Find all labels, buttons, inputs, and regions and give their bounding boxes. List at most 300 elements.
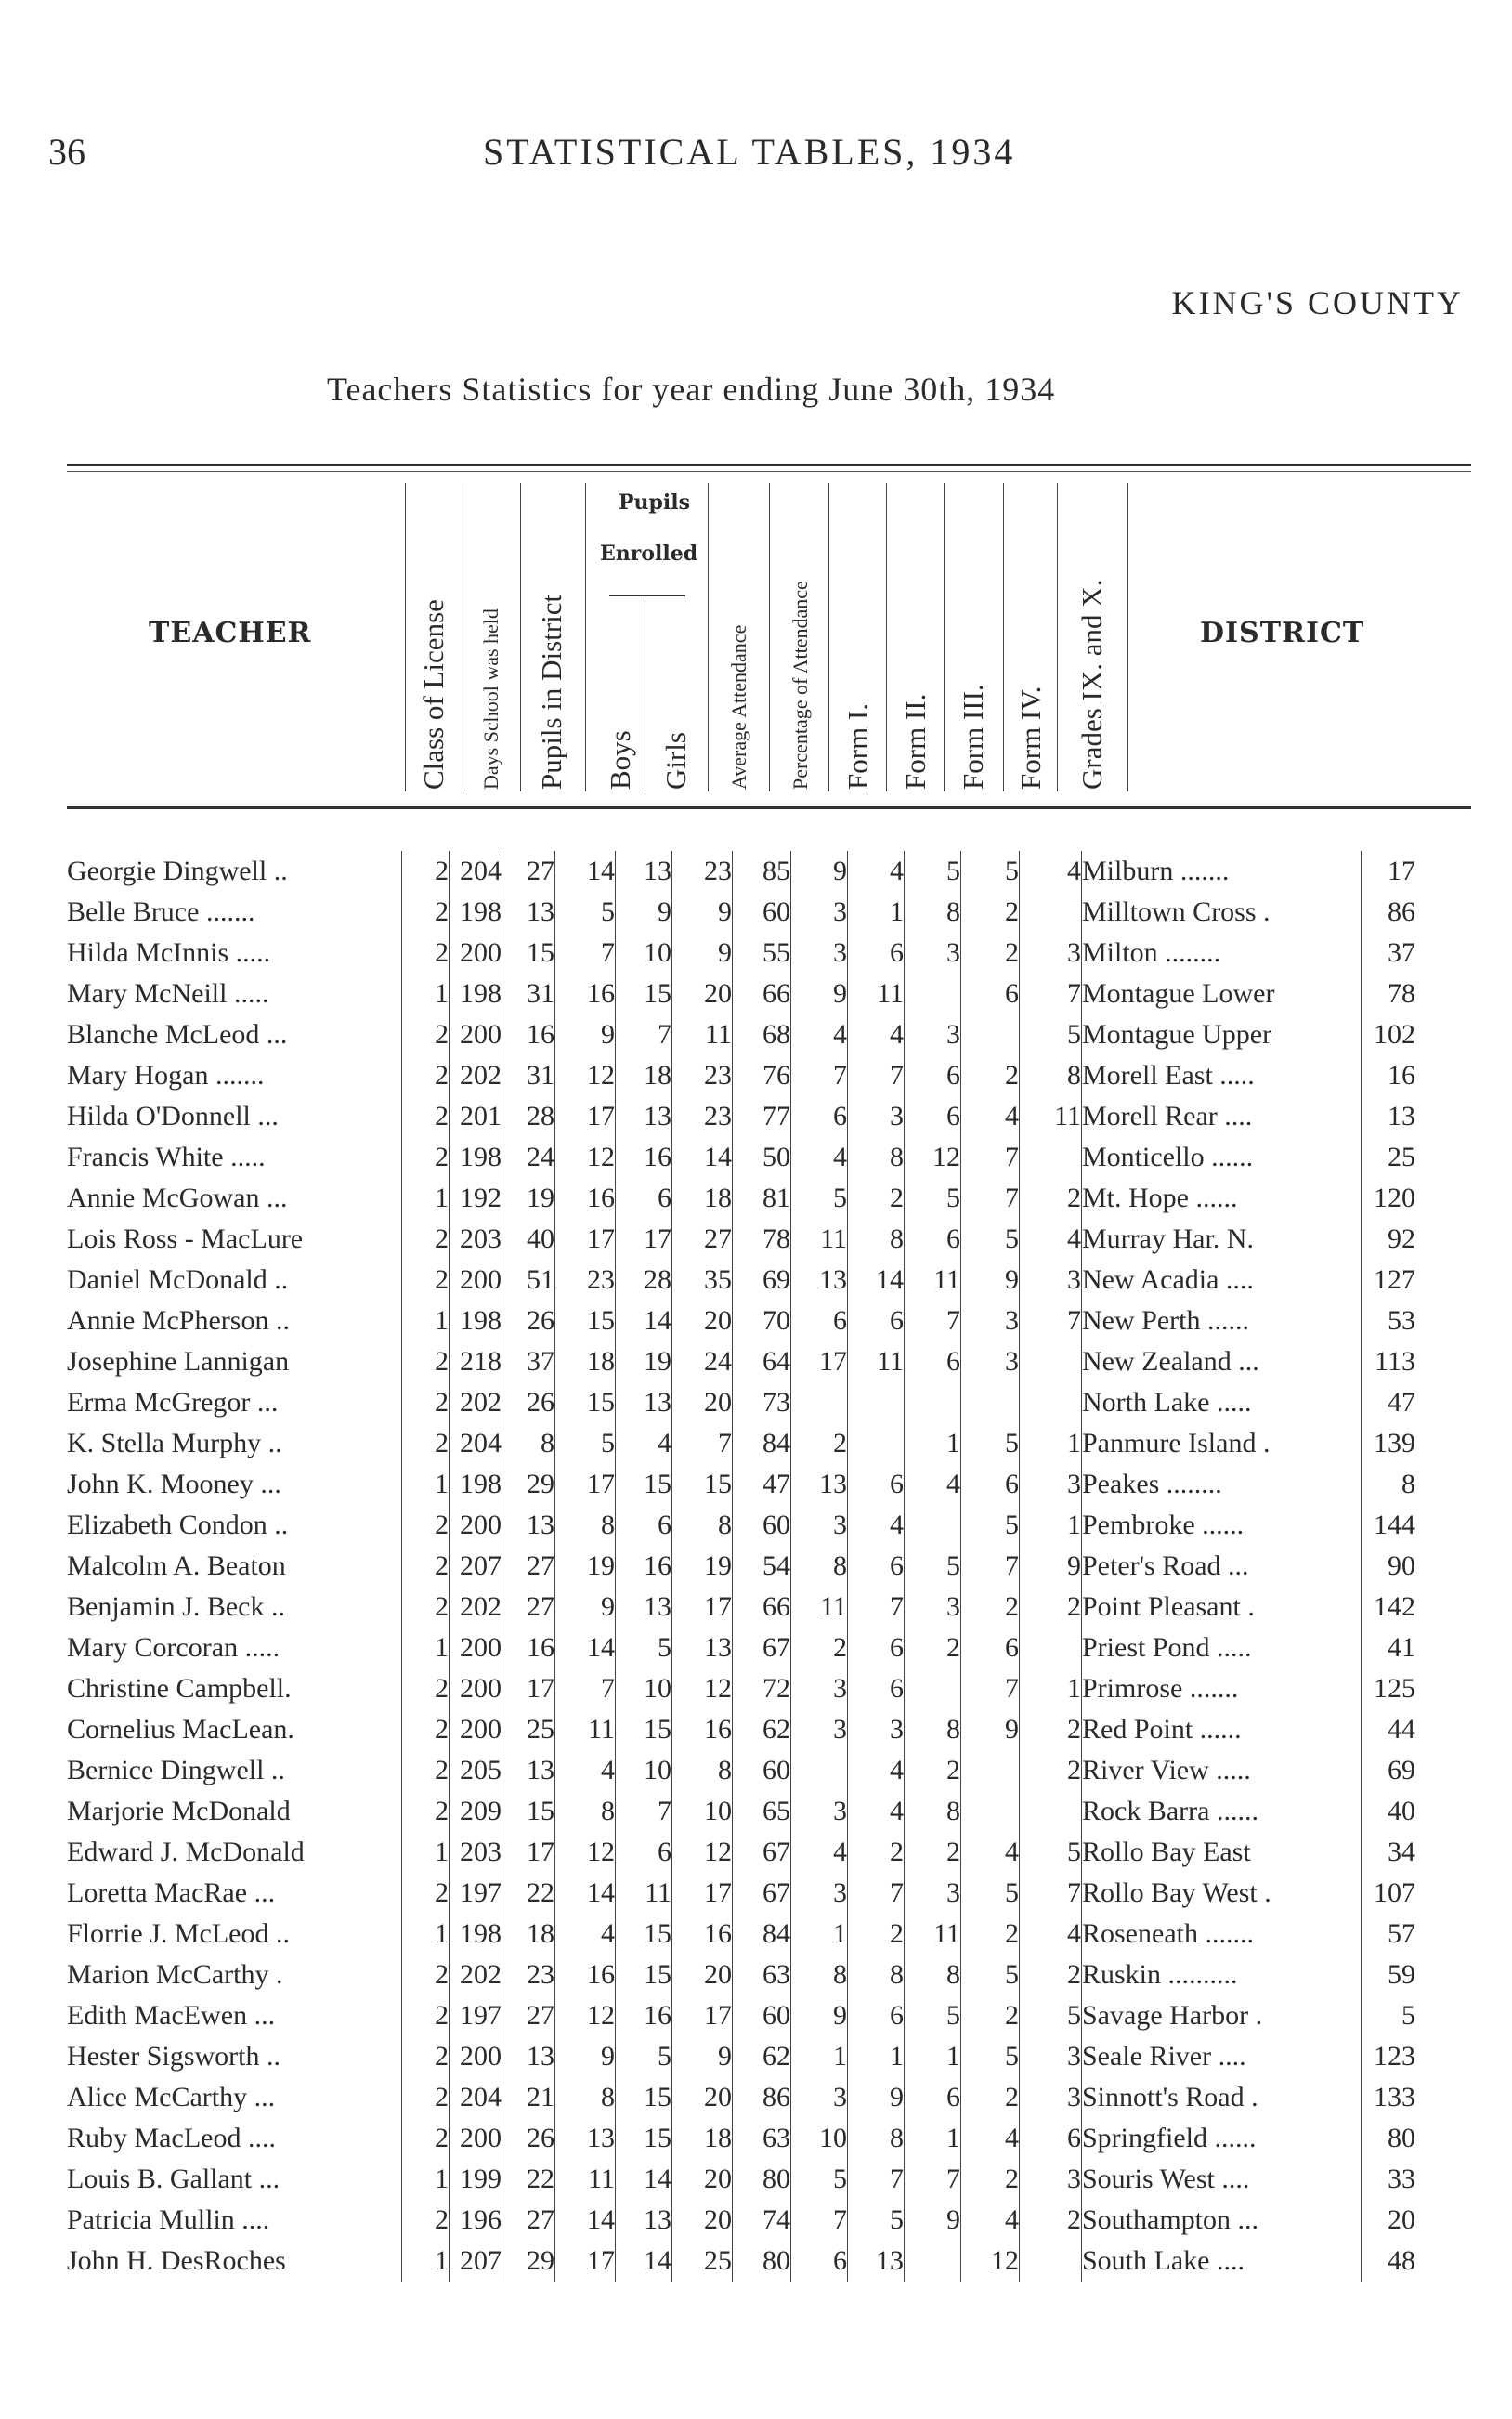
cell-days: 204 [450, 2077, 502, 2118]
teacher-statistics-table [67, 851, 1415, 2282]
cell-license: 2 [402, 1382, 450, 1423]
table-row [67, 1382, 1415, 1423]
cell-f1: 5 [791, 1178, 848, 1219]
cell-teacher: Lois Ross - MacLure [67, 1219, 402, 1260]
cell-no: 20 [1388, 2204, 1415, 2235]
cell-f4: 5 [961, 1219, 1020, 1260]
cell-avg: 25 [672, 2241, 733, 2282]
table-row [67, 933, 1415, 974]
cell-license: 2 [402, 1873, 450, 1914]
cell-license: 1 [402, 1301, 450, 1341]
cell-avg: 13 [672, 1628, 733, 1668]
cell-no: 44 [1388, 1714, 1415, 1745]
cell-pct: 54 [733, 1546, 791, 1587]
cell-grades: 9 [1020, 1546, 1082, 1587]
cell-pct: 86 [733, 2077, 791, 2118]
cell-f4: 7 [961, 1546, 1020, 1587]
cell-boys: 4 [555, 1750, 616, 1791]
cell-grades: 1 [1020, 1668, 1082, 1709]
cell-f4: 2 [961, 933, 1020, 974]
pupils-group-label: Pupils [619, 490, 691, 515]
header-rule-top-thin [67, 471, 1471, 472]
cell-f1: 5 [791, 2159, 848, 2200]
cell-pupils: 40 [502, 1219, 555, 1260]
column-header-avg-attendance: Average Attendance [727, 624, 750, 790]
cell-pct: 78 [733, 1219, 791, 1260]
cell-grades: 3 [1020, 1464, 1082, 1505]
cell-license: 2 [402, 1668, 450, 1709]
cell-grades: 3 [1020, 1260, 1082, 1301]
cell-grades: 2 [1020, 1178, 1082, 1219]
cell-teacher: Edith MacEwen ... [67, 1995, 402, 2036]
cell-boys: 16 [555, 974, 616, 1014]
cell-license: 1 [402, 1914, 450, 1955]
cell-license: 2 [402, 1505, 450, 1546]
cell-teacher: Belle Bruce ....... [67, 892, 402, 933]
cell-no: 107 [1374, 1877, 1415, 1908]
cell-boys: 14 [555, 1873, 616, 1914]
cell-f2 [848, 1382, 905, 1423]
cell-girls: 13 [616, 1382, 672, 1423]
cell-no: 57 [1388, 1918, 1415, 1949]
cell-avg: 27 [672, 1219, 733, 1260]
cell-no: 47 [1388, 1387, 1415, 1418]
cell-license: 2 [402, 1995, 450, 2036]
cell-boys: 15 [555, 1301, 616, 1341]
cell-girls: 10 [616, 1750, 672, 1791]
cell-boys: 18 [555, 1341, 616, 1382]
cell-girls: 10 [616, 933, 672, 974]
cell-days: 200 [450, 1668, 502, 1709]
cell-days: 200 [450, 2036, 502, 2077]
cell-boys: 8 [555, 1791, 616, 1832]
cell-avg: 8 [672, 1505, 733, 1546]
cell-f4 [961, 1750, 1020, 1791]
cell-license: 2 [402, 1137, 450, 1178]
table-row [67, 851, 1415, 892]
cell-girls: 13 [616, 851, 672, 892]
cell-f3: 1 [905, 1423, 961, 1464]
cell-avg: 18 [672, 2118, 733, 2159]
cell-f3 [905, 2241, 961, 2282]
column-header-form4: Form IV. [1014, 686, 1047, 790]
cell-teacher: Louis B. Gallant ... [67, 2159, 402, 2200]
cell-days: 218 [450, 1341, 502, 1382]
cell-f1: 4 [791, 1137, 848, 1178]
cell-avg: 10 [672, 1791, 733, 1832]
cell-license: 2 [402, 1219, 450, 1260]
cell-license: 2 [402, 2118, 450, 2159]
cell-girls: 14 [616, 1301, 672, 1341]
table-row [67, 1914, 1415, 1955]
header-divider [1003, 483, 1004, 791]
cell-teacher: Benjamin J. Beck .. [67, 1587, 402, 1628]
cell-pct: 70 [733, 1301, 791, 1341]
table-row [67, 892, 1415, 933]
cell-avg: 35 [672, 1260, 733, 1301]
cell-f2: 6 [848, 1464, 905, 1505]
cell-f1: 13 [791, 1464, 848, 1505]
cell-grades: 7 [1020, 974, 1082, 1014]
cell-teacher: Malcolm A. Beaton [67, 1546, 402, 1587]
cell-f3: 7 [905, 1301, 961, 1341]
table-row [67, 1832, 1415, 1873]
cell-f1: 13 [791, 1260, 848, 1301]
cell-pct: 74 [733, 2200, 791, 2241]
cell-grades: 5 [1020, 1995, 1082, 2036]
cell-days: 203 [450, 1219, 502, 1260]
cell-pct: 55 [733, 933, 791, 974]
cell-f3: 12 [905, 1137, 961, 1178]
cell-boys: 17 [555, 2241, 616, 2282]
cell-f1: 3 [791, 1791, 848, 1832]
cell-days: 200 [450, 933, 502, 974]
cell-teacher: Erma McGregor ... [67, 1382, 402, 1423]
cell-district: Montague Lower [1082, 974, 1362, 1014]
cell-f3: 3 [905, 1014, 961, 1055]
cell-girls: 15 [616, 2077, 672, 2118]
cell-days: 198 [450, 974, 502, 1014]
cell-pupils: 37 [502, 1341, 555, 1382]
cell-f4: 4 [961, 1096, 1020, 1137]
cell-no: 16 [1388, 1060, 1415, 1091]
cell-avg: 9 [672, 2036, 733, 2077]
cell-avg: 18 [672, 1178, 733, 1219]
header-rule-top [67, 464, 1471, 466]
cell-girls: 11 [616, 1873, 672, 1914]
header-divider [708, 483, 709, 791]
cell-days: 200 [450, 1628, 502, 1668]
cell-no: 120 [1374, 1183, 1415, 1213]
cell-boys: 8 [555, 1505, 616, 1546]
table-row [67, 1668, 1415, 1709]
cell-f3: 8 [905, 1955, 961, 1995]
cell-no: 127 [1374, 1264, 1415, 1295]
cell-no: 13 [1388, 1101, 1415, 1131]
table-row [67, 1995, 1415, 2036]
cell-f2: 3 [848, 1709, 905, 1750]
table-row [67, 1546, 1415, 1587]
cell-f2: 6 [848, 1546, 905, 1587]
cell-pct: 69 [733, 1260, 791, 1301]
cell-f2: 5 [848, 2200, 905, 2241]
cell-license: 1 [402, 2159, 450, 2200]
cell-pupils: 15 [502, 1791, 555, 1832]
table-row [67, 1137, 1415, 1178]
cell-boys: 12 [555, 1832, 616, 1873]
table-row [67, 1955, 1415, 1995]
cell-f4: 5 [961, 1873, 1020, 1914]
cell-days: 192 [450, 1178, 502, 1219]
cell-f4: 4 [961, 2200, 1020, 2241]
cell-district: Mt. Hope ...... [1082, 1178, 1362, 1219]
cell-pupils: 17 [502, 1832, 555, 1873]
cell-boys: 5 [555, 892, 616, 933]
cell-f3: 3 [905, 1587, 961, 1628]
cell-f4: 7 [961, 1178, 1020, 1219]
cell-f3 [905, 1505, 961, 1546]
cell-teacher: John K. Mooney ... [67, 1464, 402, 1505]
cell-boys: 13 [555, 2118, 616, 2159]
cell-no: 102 [1374, 1019, 1415, 1050]
cell-license: 1 [402, 974, 450, 1014]
cell-f2: 7 [848, 1587, 905, 1628]
cell-f3: 5 [905, 851, 961, 892]
cell-f2: 2 [848, 1832, 905, 1873]
cell-days: 198 [450, 1137, 502, 1178]
cell-f3: 11 [905, 1260, 961, 1301]
cell-f3 [905, 1382, 961, 1423]
table-row [67, 1096, 1415, 1137]
cell-no: 90 [1388, 1550, 1415, 1581]
cell-teacher: Marion McCarthy . [67, 1955, 402, 1995]
table-row [67, 1301, 1415, 1341]
cell-boys: 4 [555, 1914, 616, 1955]
cell-grades: 2 [1020, 1750, 1082, 1791]
table-row [67, 1709, 1415, 1750]
cell-pct: 76 [733, 1055, 791, 1096]
cell-days: 198 [450, 1914, 502, 1955]
cell-f3: 6 [905, 2077, 961, 2118]
cell-girls: 16 [616, 1995, 672, 2036]
cell-avg: 20 [672, 1955, 733, 1995]
cell-avg: 20 [672, 1301, 733, 1341]
cell-girls: 28 [616, 1260, 672, 1301]
cell-pupils: 27 [502, 2200, 555, 2241]
table-row [67, 2036, 1415, 2077]
cell-f3: 2 [905, 1832, 961, 1873]
cell-grades: 1 [1020, 1423, 1082, 1464]
cell-f2: 8 [848, 1219, 905, 1260]
cell-license: 2 [402, 1955, 450, 1995]
cell-license: 2 [402, 1423, 450, 1464]
cell-pupils: 27 [502, 1546, 555, 1587]
cell-pct: 72 [733, 1668, 791, 1709]
cell-f2: 8 [848, 1137, 905, 1178]
cell-f2: 7 [848, 1873, 905, 1914]
cell-f3: 3 [905, 1873, 961, 1914]
cell-days: 207 [450, 2241, 502, 2282]
cell-pct: 81 [733, 1178, 791, 1219]
cell-girls: 10 [616, 1668, 672, 1709]
header-divider [1127, 483, 1128, 791]
cell-grades: 1 [1020, 1505, 1082, 1546]
cell-district: Murray Har. N. [1082, 1219, 1362, 1260]
cell-f4 [961, 1791, 1020, 1832]
cell-boys: 7 [555, 933, 616, 974]
header-rule-bottom [67, 806, 1471, 809]
cell-f3: 6 [905, 1055, 961, 1096]
cell-avg: 15 [672, 1464, 733, 1505]
column-header-days: Days School was held [479, 608, 502, 790]
cell-f2: 3 [848, 1096, 905, 1137]
cell-license: 2 [402, 1096, 450, 1137]
header-divider [769, 483, 770, 791]
cell-district: Montague Upper [1082, 1014, 1362, 1055]
cell-district: Rock Barra ...... [1082, 1791, 1362, 1832]
cell-avg: 12 [672, 1832, 733, 1873]
cell-avg: 17 [672, 1995, 733, 2036]
header-divider [886, 483, 887, 791]
cell-grades [1020, 892, 1082, 933]
cell-teacher: Edward J. McDonald [67, 1832, 402, 1873]
cell-f1: 8 [791, 1955, 848, 1995]
cell-f4: 2 [961, 1914, 1020, 1955]
cell-teacher: John H. DesRoches [67, 2241, 402, 2282]
cell-f2: 7 [848, 2159, 905, 2200]
cell-avg: 16 [672, 1709, 733, 1750]
cell-district: New Zealand ... [1082, 1341, 1362, 1382]
column-header-form1: Form I. [841, 703, 874, 790]
cell-boys: 9 [555, 2036, 616, 2077]
cell-pct: 80 [733, 2159, 791, 2200]
column-header-teacher: TEACHER [149, 617, 312, 649]
cell-license: 2 [402, 1055, 450, 1096]
cell-avg: 20 [672, 1382, 733, 1423]
header-divider [585, 483, 586, 791]
cell-f4: 6 [961, 1628, 1020, 1668]
cell-grades: 7 [1020, 1301, 1082, 1341]
county-title: KING'S COUNTY [1171, 284, 1464, 321]
cell-pupils: 31 [502, 1055, 555, 1096]
cell-f2: 2 [848, 1178, 905, 1219]
cell-girls: 15 [616, 1914, 672, 1955]
cell-pct: 60 [733, 1750, 791, 1791]
cell-f4: 9 [961, 1709, 1020, 1750]
cell-days: 202 [450, 1587, 502, 1628]
cell-f3: 8 [905, 892, 961, 933]
cell-f4: 7 [961, 1668, 1020, 1709]
cell-boys: 15 [555, 1382, 616, 1423]
cell-district: Souris West .... [1082, 2159, 1362, 2200]
cell-f3 [905, 1668, 961, 1709]
cell-no: 142 [1374, 1591, 1415, 1622]
cell-pct: 50 [733, 1137, 791, 1178]
cell-avg: 9 [672, 892, 733, 933]
cell-f1: 2 [791, 1423, 848, 1464]
cell-pupils: 29 [502, 2241, 555, 2282]
cell-district: River View ..... [1082, 1750, 1362, 1791]
cell-pct: 63 [733, 2118, 791, 2159]
cell-pupils: 26 [502, 1382, 555, 1423]
cell-license: 2 [402, 1260, 450, 1301]
cell-teacher: Francis White ..... [67, 1137, 402, 1178]
cell-pupils: 29 [502, 1464, 555, 1505]
cell-f1: 17 [791, 1341, 848, 1382]
cell-days: 203 [450, 1832, 502, 1873]
cell-grades: 4 [1020, 851, 1082, 892]
cell-pct: 84 [733, 1423, 791, 1464]
cell-teacher: Annie McGowan ... [67, 1178, 402, 1219]
cell-pupils: 13 [502, 1750, 555, 1791]
cell-no: 59 [1388, 1959, 1415, 1990]
cell-f3: 7 [905, 2159, 961, 2200]
cell-no: 133 [1374, 2082, 1415, 2112]
cell-f4: 3 [961, 1301, 1020, 1341]
cell-boys: 16 [555, 1955, 616, 1995]
cell-pct: 84 [733, 1914, 791, 1955]
cell-pupils: 31 [502, 974, 555, 1014]
cell-f3: 9 [905, 2200, 961, 2241]
cell-teacher: Annie McPherson .. [67, 1301, 402, 1341]
cell-f2: 6 [848, 1628, 905, 1668]
cell-f4: 7 [961, 1137, 1020, 1178]
cell-boys: 7 [555, 1668, 616, 1709]
cell-pct: 66 [733, 974, 791, 1014]
cell-girls: 7 [616, 1791, 672, 1832]
cell-teacher: Alice McCarthy ... [67, 2077, 402, 2118]
table-body [67, 851, 1415, 2282]
cell-teacher: Cornelius MacLean. [67, 1709, 402, 1750]
cell-pupils: 16 [502, 1628, 555, 1668]
cell-f2: 4 [848, 1750, 905, 1791]
cell-pct: 67 [733, 1628, 791, 1668]
cell-boys: 23 [555, 1260, 616, 1301]
cell-district: New Acadia .... [1082, 1260, 1362, 1301]
cell-grades: 2 [1020, 1709, 1082, 1750]
cell-f1: 3 [791, 1709, 848, 1750]
cell-f1: 9 [791, 851, 848, 892]
cell-pct: 60 [733, 892, 791, 933]
cell-girls: 6 [616, 1505, 672, 1546]
cell-grades [1020, 2241, 1082, 2282]
cell-district: Rollo Bay East [1082, 1832, 1362, 1873]
cell-license: 2 [402, 851, 450, 892]
cell-f3: 11 [905, 1914, 961, 1955]
cell-district: South Lake .... [1082, 2241, 1362, 2282]
cell-girls: 4 [616, 1423, 672, 1464]
cell-no: 25 [1388, 1142, 1415, 1172]
cell-license: 2 [402, 1750, 450, 1791]
cell-girls: 19 [616, 1341, 672, 1382]
cell-license: 2 [402, 933, 450, 974]
cell-pct: 67 [733, 1832, 791, 1873]
cell-district: Peakes ........ [1082, 1464, 1362, 1505]
header-divider [944, 483, 945, 791]
cell-no: 48 [1388, 2245, 1415, 2276]
table-row [67, 1178, 1415, 1219]
cell-grades: 5 [1020, 1014, 1082, 1055]
cell-f4: 6 [961, 974, 1020, 1014]
cell-no: 34 [1388, 1837, 1415, 1867]
cell-f1: 4 [791, 1014, 848, 1055]
cell-pupils: 17 [502, 1668, 555, 1709]
cell-avg: 17 [672, 1873, 733, 1914]
cell-girls: 14 [616, 2241, 672, 2282]
column-header-pct-attendance: Percentage of Attendance [789, 581, 812, 790]
cell-district: Sinnott's Road . [1082, 2077, 1362, 2118]
cell-district: Morell Rear .... [1082, 1096, 1362, 1137]
cell-f1 [791, 1750, 848, 1791]
cell-no: 17 [1388, 856, 1415, 886]
cell-f2 [848, 1423, 905, 1464]
cell-teacher: Hilda McInnis ..... [67, 933, 402, 974]
cell-pupils: 22 [502, 2159, 555, 2200]
table-row [67, 1873, 1415, 1914]
cell-license: 2 [402, 2036, 450, 2077]
cell-grades: 3 [1020, 2036, 1082, 2077]
cell-grades: 5 [1020, 1832, 1082, 1873]
cell-no: 144 [1374, 1510, 1415, 1540]
table-row [67, 1219, 1415, 1260]
cell-pct: 63 [733, 1955, 791, 1995]
cell-district: Seale River .... [1082, 2036, 1362, 2077]
cell-days: 209 [450, 1791, 502, 1832]
cell-days: 198 [450, 1464, 502, 1505]
cell-district: Milltown Cross . [1082, 892, 1362, 933]
table-row [67, 1464, 1415, 1505]
cell-days: 197 [450, 1873, 502, 1914]
